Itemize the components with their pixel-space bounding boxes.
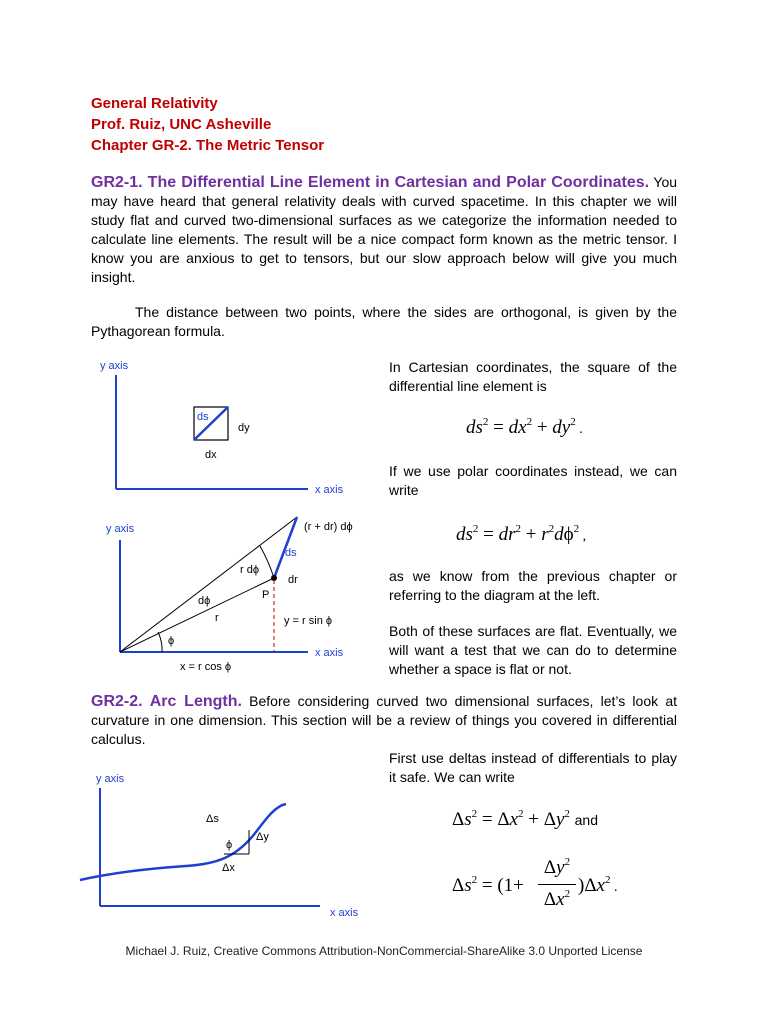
arc-length-diagram [76,768,376,924]
p-label: P [262,589,270,601]
section2-intro: Before considering curved two dimensional surfaces, let’s look at curvature in one dimension. This section will be a review of things you covered in differential calculus. [91,693,678,747]
deltas-text: First use deltas instead of differentials to play it safe. We can write [389,750,677,785]
header-line-2: Prof. Ruiz, UNC Asheville [91,116,272,133]
section1-intro: You may have heard that general relativity deals with curved spacetime. In this chapter we will study flat and curved two-dimensional surfaces as we categorize the information needed to calculate line elements. The result will be a nice compact form known as the metric tensor. I know you are anxious to get to tensors, but our slow approach below will give you much insight. [91,174,678,285]
arc-outer-label: (r + dr) dϕ [304,521,353,533]
arc-y-axis-label: y axis [96,773,125,785]
delta-y-label: Δy [256,831,269,843]
dx-label: dx [205,449,217,461]
x-axis-label: x axis [315,484,344,496]
arc-x-axis-label: x axis [330,907,359,919]
outer-ray [120,517,297,652]
section2-heading: GR2-2. Arc Length. [91,693,242,710]
ds-label: ds [197,411,209,423]
polar-text: If we use polar coordinates instead, we can write [389,463,677,498]
polar-y-axis-label: y axis [106,523,135,535]
delta-equation: $\Delta s^2 = \Delta x^2 + \Delta y^2$ and [452,808,598,830]
r-dphi-label: r dϕ [240,564,259,576]
y-axis-label: y axis [100,360,129,372]
polar-equation: $ds^2 = dr^2 + r^2d\phi^2$ , [456,523,587,545]
y-eq-label: y = r sin ϕ [284,615,333,627]
section1-paragraph [91,173,677,287]
flat-text: Both of these surfaces are flat. Eventually, we will want a test that we can do to determine whether a space is flat or not. [389,623,677,677]
dr-label: dr [288,574,298,586]
dphi-label: dϕ [198,595,211,607]
fraction-equation: $\Delta s^2 = (1+$ $\Delta y^2$ $\Delta x^2$ )$\Delta x^2$ . [452,856,618,910]
header-line-3: Chapter GR-2. The Metric Tensor [91,137,325,154]
delta-s-label: Δs [206,813,219,825]
cartesian-diagram [92,355,352,500]
section2-paragraph [91,692,677,749]
polar-diagram [92,512,362,677]
dy-label: dy [238,422,250,434]
footer-license: Michael J. Ruiz, Creative Commons Attribution-NonCommercial-ShareAlike 3.0 Unported License [125,944,643,958]
header-line-1: General Relativity [91,95,218,112]
arc-phi-label: ϕ [226,839,233,851]
x-eq-label: x = r cos ϕ [180,661,232,673]
section1-para2: The distance between two points, where the sides are orthogonal, is given by the Pythagorean formula. [91,304,677,339]
section1-heading: GR2-1. The Differential Line Element in Cartesian and Polar Coordinates. [91,174,650,191]
cartesian-text: In Cartesian coordinates, the square of the differential line element is [389,359,677,394]
delta-x-label: Δx [222,862,235,874]
polar-ds-label: ds [285,547,297,559]
phi-label: ϕ [168,635,175,647]
r-label: r [215,612,219,624]
previous-text: as we know from the previous chapter or referring to the diagram at the left. [389,568,677,603]
polar-x-axis-label: x axis [315,647,344,659]
inner-ray-r [120,578,274,652]
cartesian-equation: $ds^2 = dx^2 + dy^2$ . [466,416,583,438]
and-word: and [574,812,598,828]
